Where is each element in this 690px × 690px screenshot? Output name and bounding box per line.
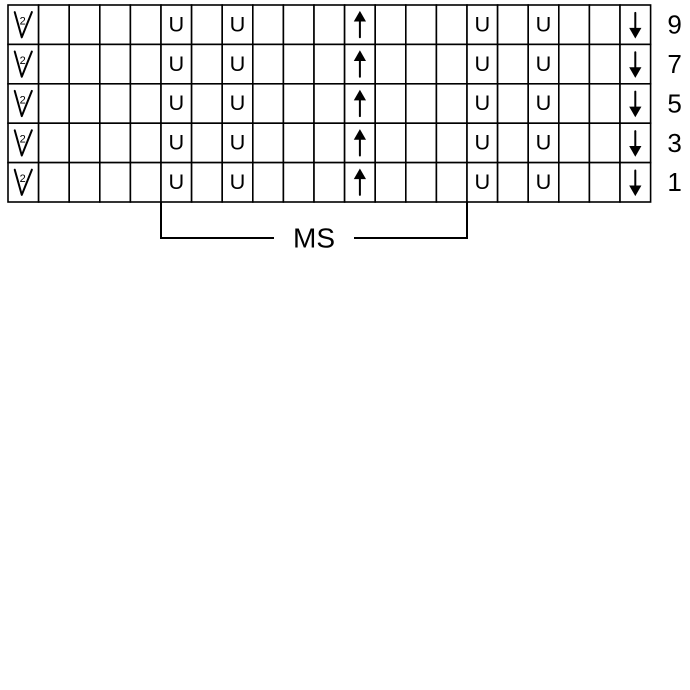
chart-cell (528, 5, 559, 44)
chart-cell (39, 163, 70, 202)
cell-border (253, 5, 284, 44)
chart-cell (589, 163, 620, 202)
cell-border (498, 163, 529, 202)
row-numbers (667, 10, 681, 198)
chart-cell (69, 44, 100, 83)
chart-cell (498, 84, 529, 123)
cell-yo-symbol: U (474, 11, 491, 37)
chart-cell (192, 5, 223, 44)
chart-cell (314, 123, 345, 162)
cell-border (589, 84, 620, 123)
chart-cell (436, 84, 467, 123)
chart-row (8, 123, 651, 162)
repeat-bracket-right (354, 202, 467, 238)
cell-yo-symbol: U (168, 129, 185, 155)
cell-k2tog-number: 2 (19, 54, 26, 67)
chart-cell (375, 5, 406, 44)
chart-cell (375, 123, 406, 162)
chart-cell (436, 163, 467, 202)
cell-border (253, 163, 284, 202)
cell-k2tog-number: 2 (19, 15, 26, 28)
chart-cell (100, 5, 131, 44)
chart-cell (528, 123, 559, 162)
chart-cell (436, 123, 467, 162)
chart-cell (283, 163, 314, 202)
chart-cell (345, 163, 376, 202)
cell-border (436, 123, 467, 162)
chart-cell (406, 123, 437, 162)
cell-yo-symbol: U (168, 11, 185, 37)
stitch-chart (0, 0, 690, 260)
cell-border (100, 5, 131, 44)
chart-cell (161, 123, 192, 162)
cell-yo-symbol: U (474, 129, 491, 155)
chart-cell (559, 163, 590, 202)
cell-border (314, 44, 345, 83)
chart-cell (345, 44, 376, 83)
chart-cell (467, 163, 498, 202)
cell-yo-symbol: U (535, 50, 552, 76)
chart-cell (100, 84, 131, 123)
chart-cell (253, 123, 284, 162)
chart-cell (620, 44, 651, 83)
cell-border (130, 84, 161, 123)
cell-yo-symbol: U (168, 90, 185, 116)
chart-cell (100, 163, 131, 202)
cell-yo-symbol: U (168, 50, 185, 76)
chart-cell (467, 123, 498, 162)
cell-border (498, 5, 529, 44)
chart-cell (345, 84, 376, 123)
cell-yo-symbol: U (229, 169, 246, 195)
cell-border (69, 123, 100, 162)
cell-border (406, 163, 437, 202)
chart-cell (69, 84, 100, 123)
chart-cell (69, 5, 100, 44)
chart-cell (406, 84, 437, 123)
cell-border (314, 5, 345, 44)
cell-border (406, 84, 437, 123)
cell-border (130, 123, 161, 162)
chart-cell (100, 44, 131, 83)
cell-border (192, 5, 223, 44)
cell-border (406, 5, 437, 44)
cell-border (559, 5, 590, 44)
chart-cell (498, 123, 529, 162)
cell-border (314, 84, 345, 123)
cell-border (314, 123, 345, 162)
cell-border (130, 163, 161, 202)
cell-border (589, 123, 620, 162)
cell-border (436, 5, 467, 44)
chart-cell (620, 84, 651, 123)
row-number: 5 (667, 88, 682, 119)
chart-cell (436, 5, 467, 44)
chart-cell (436, 44, 467, 83)
chart-cell (192, 163, 223, 202)
chart-cell (283, 123, 314, 162)
cell-border (39, 163, 70, 202)
cell-yo-symbol: U (535, 90, 552, 116)
chart-cell (620, 5, 651, 44)
chart-cell (406, 163, 437, 202)
cell-border (69, 163, 100, 202)
chart-cell (589, 84, 620, 123)
cell-yo-symbol: U (168, 169, 185, 195)
chart-cell (253, 84, 284, 123)
chart-cell (498, 163, 529, 202)
chart-cell (130, 123, 161, 162)
cell-border (589, 44, 620, 83)
cell-k2tog-number: 2 (19, 173, 26, 186)
cell-border (69, 84, 100, 123)
chart-cell (589, 123, 620, 162)
cell-border (406, 44, 437, 83)
cell-yo-symbol: U (474, 50, 491, 76)
repeat-label: MS (293, 222, 335, 254)
chart-cell (69, 123, 100, 162)
chart-cell (130, 84, 161, 123)
row-number: 1 (667, 167, 682, 198)
chart-cell (161, 44, 192, 83)
chart-row (8, 5, 651, 44)
cell-border (39, 84, 70, 123)
cell-border (39, 44, 70, 83)
chart-cell (161, 163, 192, 202)
chart-cell (375, 84, 406, 123)
chart-cell (8, 5, 39, 44)
cell-border (498, 44, 529, 83)
chart-cell (620, 123, 651, 162)
cell-border (253, 44, 284, 83)
cell-border (406, 123, 437, 162)
cell-border (559, 44, 590, 83)
cell-border (100, 163, 131, 202)
cell-yo-symbol: U (474, 90, 491, 116)
cell-border (283, 163, 314, 202)
cell-yo-symbol: U (535, 169, 552, 195)
chart-cell (39, 44, 70, 83)
cell-border (559, 84, 590, 123)
cell-border (559, 123, 590, 162)
cell-border (589, 163, 620, 202)
cell-border (253, 84, 284, 123)
chart-cell (620, 163, 651, 202)
chart-cell (222, 5, 253, 44)
chart-cell (283, 44, 314, 83)
chart-cell (589, 44, 620, 83)
chart-cell (559, 44, 590, 83)
cell-border (192, 163, 223, 202)
chart-cell (528, 44, 559, 83)
cell-k2tog-number: 2 (19, 133, 26, 146)
cell-border (192, 84, 223, 123)
cell-border (436, 163, 467, 202)
cell-k2tog-number: 2 (19, 94, 26, 107)
cell-yo-symbol: U (535, 129, 552, 155)
cell-yo-symbol: U (229, 50, 246, 76)
cell-border (375, 44, 406, 83)
chart-cell (345, 5, 376, 44)
chart-cell (8, 123, 39, 162)
cell-border (283, 123, 314, 162)
chart-row (8, 163, 651, 202)
chart-cell (100, 123, 131, 162)
row-number: 9 (667, 9, 682, 40)
chart-row (8, 44, 651, 83)
cell-border (436, 44, 467, 83)
chart-cell (559, 84, 590, 123)
cell-yo-symbol: U (229, 90, 246, 116)
cell-border (498, 123, 529, 162)
chart-cell (467, 44, 498, 83)
chart-cell (559, 123, 590, 162)
chart-cell (253, 44, 284, 83)
chart-cell (589, 5, 620, 44)
chart-grid (8, 5, 651, 202)
repeat-bracket-left (161, 202, 274, 238)
chart-cell (192, 44, 223, 83)
cell-border (283, 5, 314, 44)
cell-border (69, 5, 100, 44)
chart-cell (130, 44, 161, 83)
cell-border (589, 5, 620, 44)
chart-cell (69, 163, 100, 202)
chart-cell (253, 163, 284, 202)
chart-cell (222, 163, 253, 202)
chart-cell (161, 5, 192, 44)
chart-cell (528, 84, 559, 123)
cell-border (130, 44, 161, 83)
cell-border (283, 84, 314, 123)
chart-cell (39, 123, 70, 162)
cell-border (375, 84, 406, 123)
chart-cell (345, 123, 376, 162)
chart-cell (283, 84, 314, 123)
cell-border (436, 84, 467, 123)
cell-border (39, 5, 70, 44)
chart-row (8, 84, 651, 123)
chart-cell (406, 5, 437, 44)
cell-border (39, 123, 70, 162)
cell-border (375, 5, 406, 44)
chart-cell (375, 163, 406, 202)
cell-border (375, 123, 406, 162)
chart-cell (8, 44, 39, 83)
chart-cell (8, 163, 39, 202)
chart-cell (498, 44, 529, 83)
chart-cell (222, 123, 253, 162)
chart-cell (314, 5, 345, 44)
cell-yo-symbol: U (474, 169, 491, 195)
chart-cell (314, 44, 345, 83)
chart-cell (192, 84, 223, 123)
chart-cell (8, 84, 39, 123)
chart-cell (39, 84, 70, 123)
cell-border (192, 123, 223, 162)
chart-cell (406, 44, 437, 83)
cell-border (253, 123, 284, 162)
row-number: 3 (667, 127, 682, 158)
cell-border (69, 44, 100, 83)
cell-border (314, 163, 345, 202)
cell-border (559, 163, 590, 202)
chart-cell (314, 163, 345, 202)
chart-cell (222, 44, 253, 83)
chart-cell (222, 84, 253, 123)
chart-cell (375, 44, 406, 83)
chart-cell (192, 123, 223, 162)
chart-cell (161, 84, 192, 123)
cell-border (100, 44, 131, 83)
chart-cell (314, 84, 345, 123)
chart-cell (467, 84, 498, 123)
cell-border (375, 163, 406, 202)
cell-border (130, 5, 161, 44)
chart-cell (283, 5, 314, 44)
cell-border (498, 84, 529, 123)
cell-border (100, 123, 131, 162)
row-number: 7 (667, 48, 682, 79)
chart-cell (467, 5, 498, 44)
cell-border (192, 44, 223, 83)
cell-yo-symbol: U (229, 11, 246, 37)
cell-border (100, 84, 131, 123)
cell-border (283, 44, 314, 83)
chart-cell (39, 5, 70, 44)
chart-cell (253, 5, 284, 44)
cell-yo-symbol: U (535, 11, 552, 37)
repeat-marker (161, 202, 467, 253)
chart-cell (498, 5, 529, 44)
chart-cell (130, 5, 161, 44)
chart-cell (130, 163, 161, 202)
cell-yo-symbol: U (229, 129, 246, 155)
chart-cell (559, 5, 590, 44)
chart-cell (528, 163, 559, 202)
